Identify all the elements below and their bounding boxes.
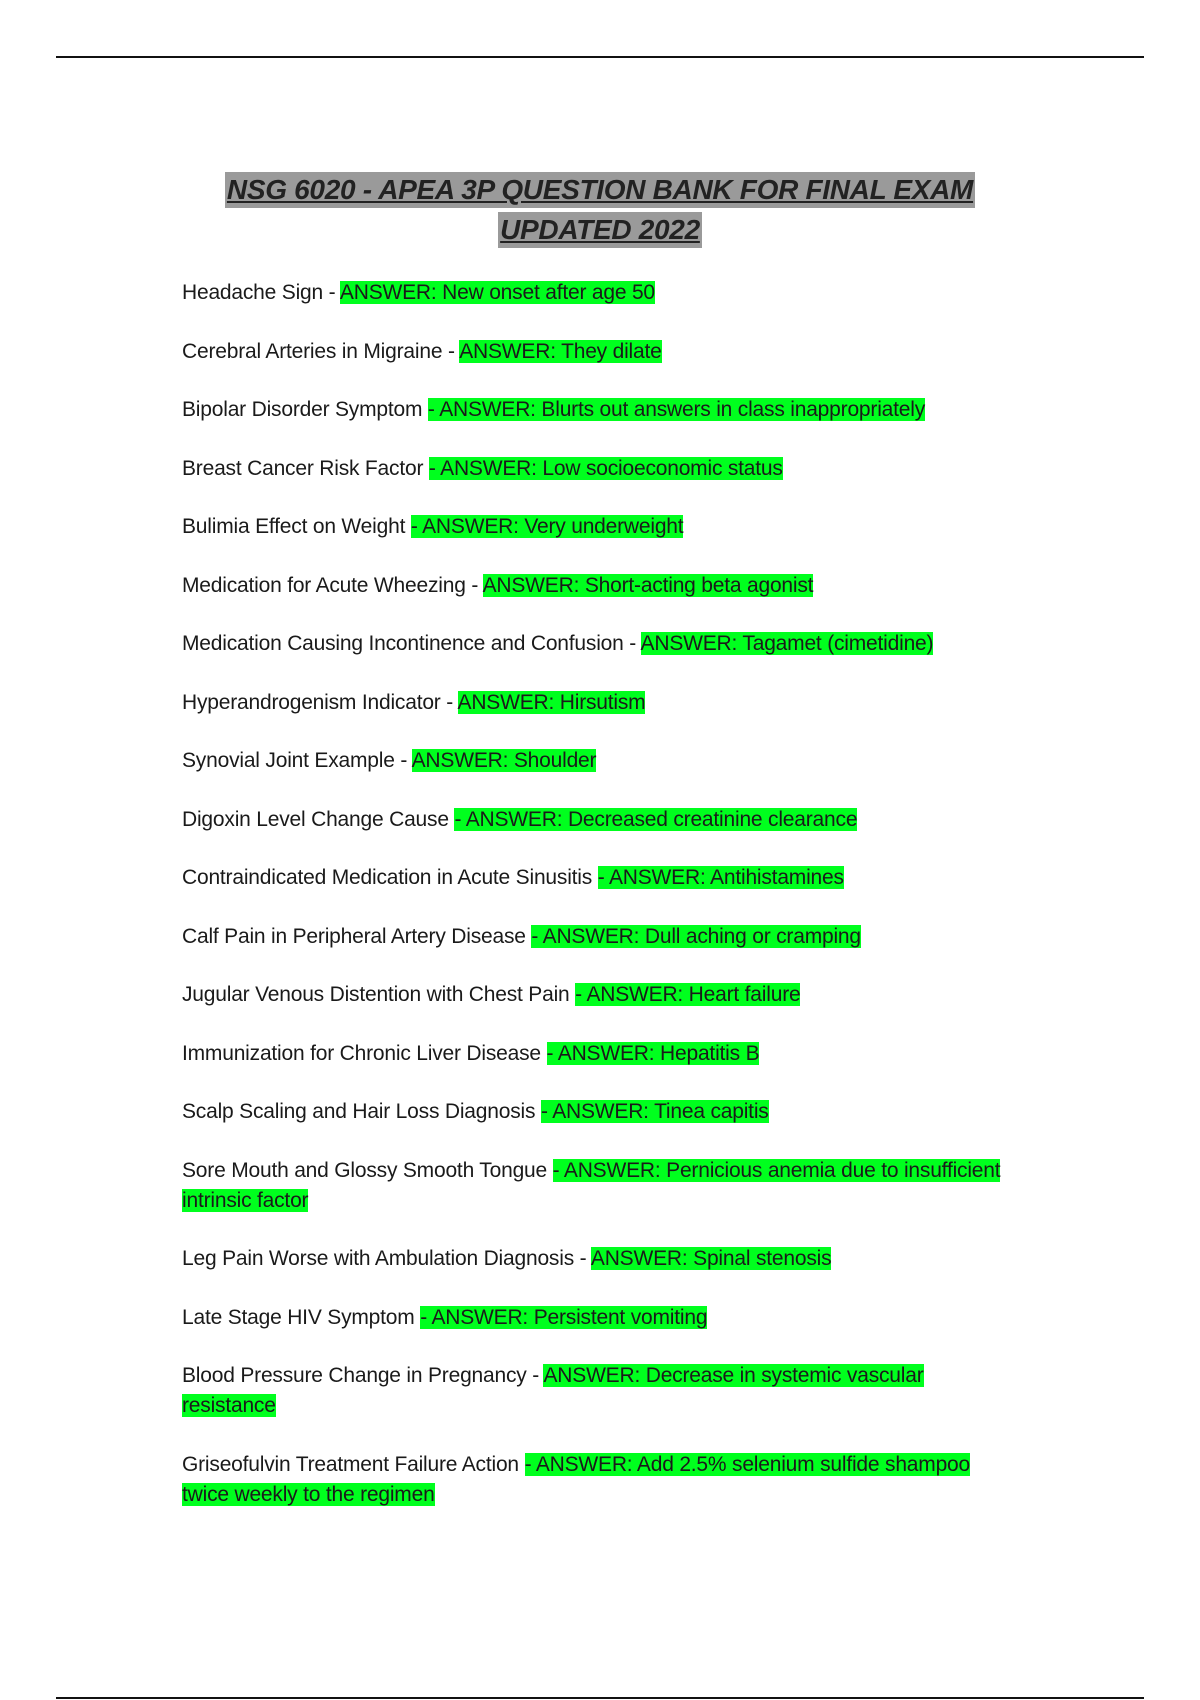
answer-text: - ANSWER: Blurts out answers in class inappropriately — [427, 398, 926, 421]
answer-text: ANSWER: Short-acting beta agonist — [482, 573, 814, 597]
answer-text: - ANSWER: Low socioeconomic status — [428, 456, 783, 480]
list-item — [182, 1156, 1022, 1216]
list-item — [182, 1303, 1022, 1333]
answer-text: ANSWER: Spinal stenosis — [590, 1247, 832, 1270]
question-text: Synovial Joint Example - — [182, 749, 412, 772]
answer-text: ANSWER: Hirsutism — [457, 690, 646, 714]
list-item — [182, 980, 1022, 1010]
list-item — [182, 512, 1022, 542]
list-item — [182, 1450, 1022, 1510]
list-item — [182, 1361, 1022, 1421]
list-item — [182, 922, 1022, 952]
question-text: Blood Pressure Change in Pregnancy - — [182, 1364, 544, 1387]
header-rule — [56, 56, 1144, 58]
list-item — [182, 863, 1022, 893]
list-item — [182, 805, 1022, 835]
question-text: Griseofulvin Treatment Failure Action — [182, 1452, 525, 1476]
answer-text: - ANSWER: Antihistamines — [597, 866, 844, 889]
answer-text: - ANSWER: Decreased creatinine clearance — [454, 807, 858, 831]
list-item — [182, 1097, 1022, 1127]
question-text: Medication for Acute Wheezing - — [182, 573, 483, 597]
question-text: Immunization for Chronic Liver Disease — [182, 1041, 547, 1065]
list-item — [182, 337, 1022, 367]
question-text: Calf Pain in Peripheral Artery Disease — [182, 924, 532, 948]
question-text: Leg Pain Worse with Ambulation Diagnosis - — [182, 1247, 591, 1270]
list-item — [182, 571, 1022, 601]
question-text: Late Stage HIV Symptom — [182, 1305, 421, 1329]
question-text: Medication Causing Incontinence and Confusion - — [182, 632, 641, 655]
question-text: Scalp Scaling and Hair Loss Diagnosis — [182, 1100, 541, 1123]
answer-text: ANSWER: Tagamet (cimetidine) — [640, 632, 934, 655]
question-text: Jugular Venous Distention with Chest Pain — [182, 983, 576, 1006]
answer-text: - ANSWER: Hepatitis B — [546, 1041, 760, 1065]
answer-text: - ANSWER: Pernicious anemia due to insufficient intrinsic factor — [182, 1158, 1001, 1212]
answer-text: - ANSWER: Add 2.5% selenium sulfide shampoo twice weekly to the regimen — [182, 1452, 971, 1506]
title-line-2: UPDATED 2022 — [498, 212, 702, 248]
answer-text: - ANSWER: Dull aching or cramping — [531, 924, 861, 948]
list-item — [182, 1244, 1022, 1274]
answer-text: - ANSWER: Tinea capitis — [540, 1100, 769, 1123]
answer-text: ANSWER: Shoulder — [411, 749, 597, 772]
answer-text: - ANSWER: Very underweight — [410, 515, 684, 538]
question-text: Sore Mouth and Glossy Smooth Tongue — [182, 1158, 553, 1182]
title-line-1: NSG 6020 - APEA 3P QUESTION BANK FOR FINAL EXAM — [225, 172, 975, 208]
list-item — [182, 746, 1022, 776]
list-item — [182, 278, 1022, 308]
list-item — [182, 629, 1022, 659]
list-item — [182, 688, 1022, 718]
answer-text: ANSWER: They dilate — [459, 339, 662, 363]
answer-text: - ANSWER: Heart failure — [575, 983, 801, 1006]
question-text: Contraindicated Medication in Acute Sinusitis — [182, 866, 598, 889]
footer-rule — [56, 1697, 1144, 1699]
answer-text: ANSWER: Decrease in systemic vascular resistance — [182, 1364, 924, 1417]
question-text: Bulimia Effect on Weight — [182, 515, 411, 538]
question-list — [182, 278, 1022, 1538]
question-text: Digoxin Level Change Cause — [182, 807, 455, 831]
question-text: Bipolar Disorder Symptom — [182, 398, 428, 421]
list-item — [182, 1039, 1022, 1069]
list-item — [182, 454, 1022, 484]
answer-text: ANSWER: New onset after age 50 — [339, 281, 655, 304]
question-text: Cerebral Arteries in Migraine - — [182, 339, 460, 363]
question-text: Hyperandrogenism Indicator - — [182, 690, 458, 714]
question-text: Breast Cancer Risk Factor — [182, 456, 429, 480]
list-item — [182, 395, 1022, 425]
question-text: Headache Sign - — [182, 281, 340, 304]
answer-text: - ANSWER: Persistent vomiting — [420, 1305, 708, 1329]
document-title — [0, 172, 1200, 252]
